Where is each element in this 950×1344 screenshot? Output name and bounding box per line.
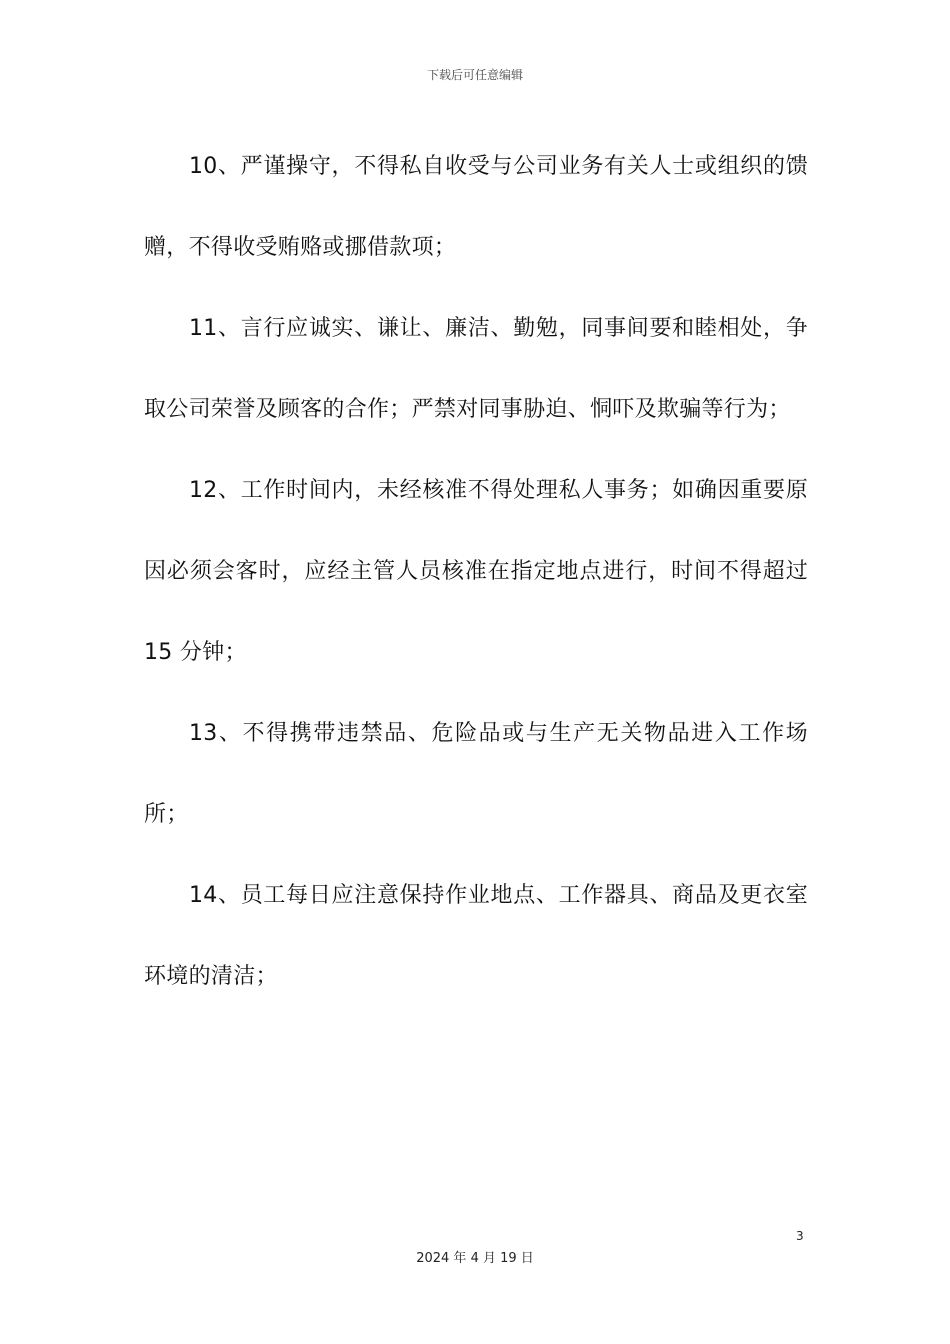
- footer-date: 2024 年 4 月 19 日: [416, 1251, 534, 1266]
- paragraph-item-13: 13、不得携带违禁品、危险品或与生产无关物品进入工作场所；: [144, 721, 808, 827]
- page-number: 3: [796, 1229, 804, 1243]
- document-body: [144, 126, 808, 1017]
- paragraph-item-10: 10、严谨操守，不得私自收受与公司业务有关人士或组织的馈赠，不得收受贿赂或挪借款项；: [144, 154, 808, 260]
- page-header: 下载后可任意编辑: [426, 68, 523, 82]
- paragraph-item-14: 14、员工每日应注意保持作业地点、工作器具、商品及更衣室环境的清洁；: [144, 883, 808, 989]
- paragraph-item-12: 12、工作时间内，未经核准不得处理私人事务；如确因重要原因必须会客时，应经主管人员核准在指定地点进行，时间不得超过 15 分钟；: [144, 478, 808, 665]
- paragraph-item-11: 11、言行应诚实、谦让、廉洁、勤勉，同事间要和睦相处，争取公司荣誉及顾客的合作；严禁对同事胁迫、恫吓及欺骗等行为；: [144, 316, 808, 422]
